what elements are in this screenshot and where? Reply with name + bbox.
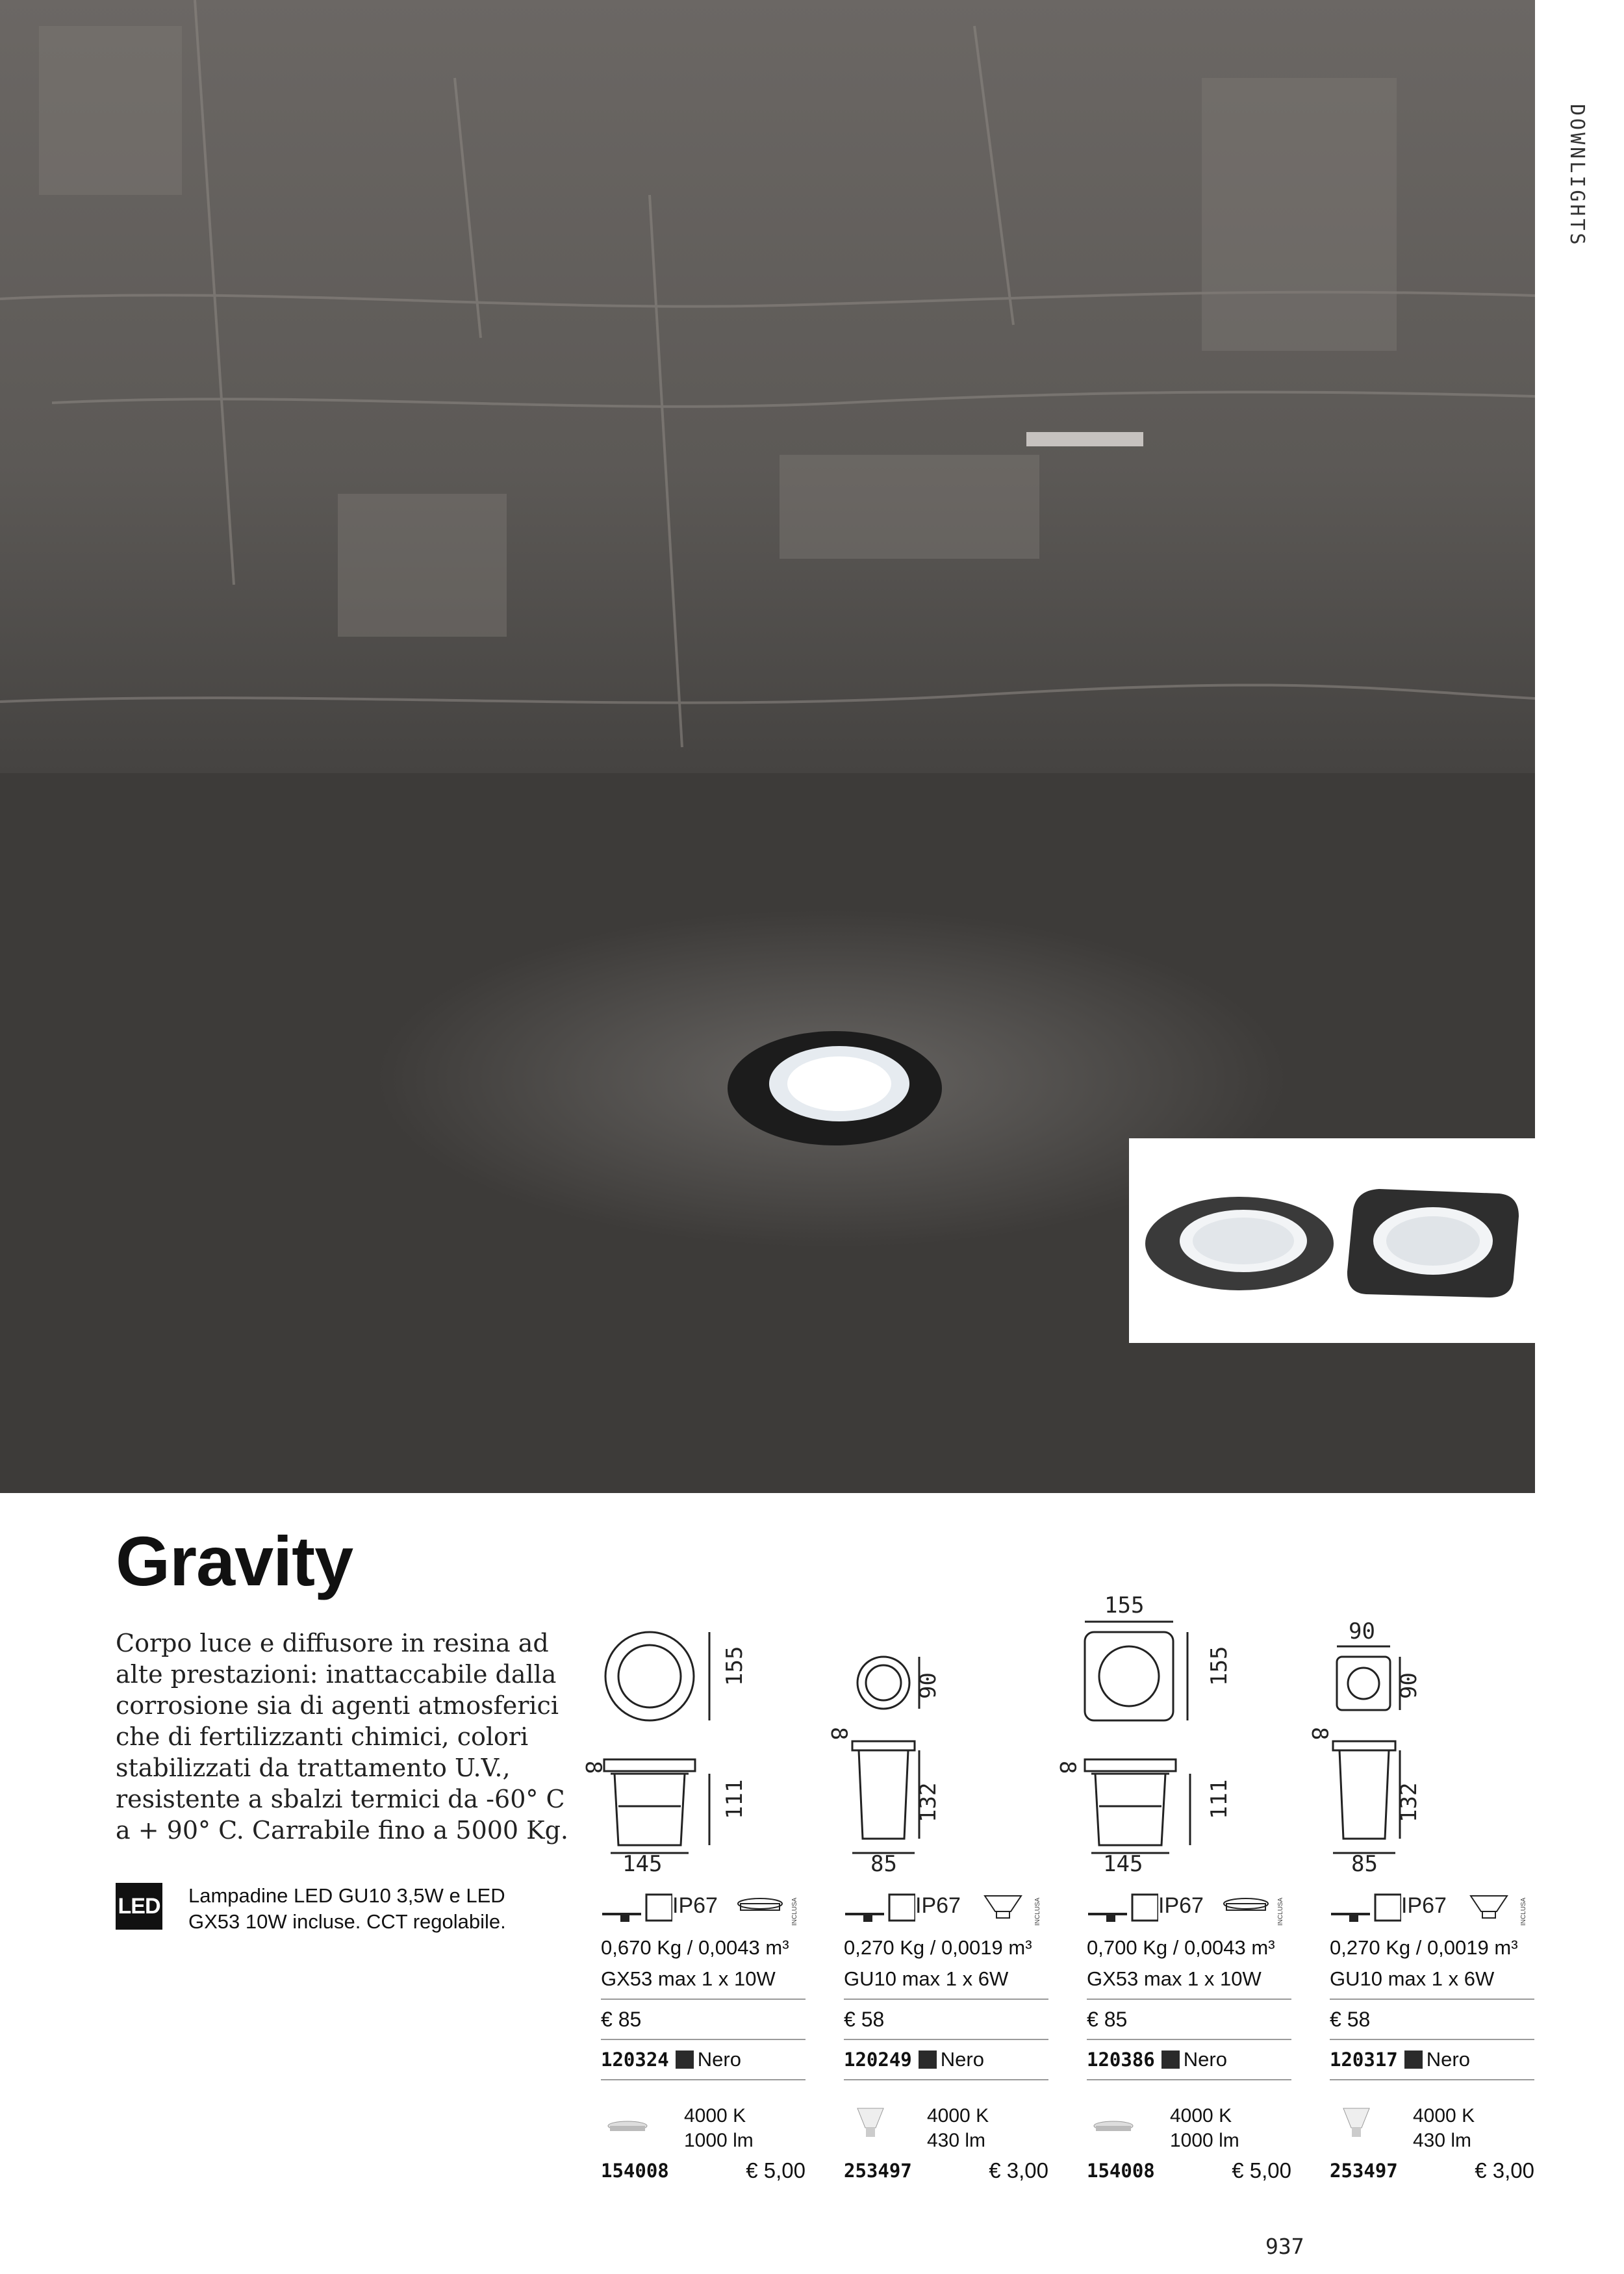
recessed-icon <box>844 1889 915 1932</box>
socket-power: GU10 max 1 x 6W <box>1330 1967 1495 1990</box>
accessory-price: € 5,00 <box>746 2158 806 2182</box>
product-column-1 <box>601 1889 806 2188</box>
dim-width-2: 85 <box>870 1851 897 1877</box>
drawing-square-small <box>1333 1646 1400 1853</box>
accessory-code: 253497 <box>1330 2160 1398 2182</box>
luminous-flux: 430 lm <box>927 2130 986 2151</box>
divider <box>1087 2079 1291 2080</box>
divider <box>844 2079 1048 2080</box>
price: € 58 <box>1330 2008 1371 2031</box>
dim-height-3: 111 <box>1206 1779 1232 1819</box>
led-info-text: Lampadine LED GU10 3,5W e LED GX53 10W incluse. CCT regolabile. <box>188 1884 506 1933</box>
product-column-4 <box>1330 1889 1534 2188</box>
luminous-flux: 1000 lm <box>1170 2130 1239 2151</box>
drawing-square-large <box>1085 1622 1190 1853</box>
section-label: DOWNLIGHTS <box>1566 104 1588 248</box>
accessory-code: 253497 <box>844 2160 912 2182</box>
gx53-bulb-icon <box>1091 2117 1136 2143</box>
dim-side-1: 155 <box>722 1646 748 1686</box>
dim-depth-1: 8 <box>580 1761 606 1774</box>
color-swatch <box>919 2050 937 2069</box>
incl-label: INCLUSA <box>791 1897 798 1926</box>
dim-width-4: 85 <box>1351 1851 1378 1877</box>
accessory-price: € 3,00 <box>989 2158 1048 2182</box>
product-code: 120249 <box>844 2049 912 2071</box>
product-code: 120386 <box>1087 2049 1155 2071</box>
incl-label: INCLUSA <box>1277 1897 1284 1926</box>
socket-power: GX53 max 1 x 10W <box>1087 1967 1262 1990</box>
accessory-price: € 3,00 <box>1475 2158 1534 2182</box>
dim-depth-4: 8 <box>1306 1727 1332 1741</box>
divider <box>601 2039 806 2040</box>
weight-volume: 0,270 Kg / 0,0019 m³ <box>1330 1936 1518 1959</box>
color-swatch <box>1161 2050 1180 2069</box>
gu10-bulb-icon <box>977 1892 1048 1931</box>
product-code: 120317 <box>1330 2049 1398 2071</box>
spec-icons <box>601 1889 806 1932</box>
color-swatch <box>1404 2050 1423 2069</box>
divider <box>1330 2079 1534 2080</box>
gu10-bulb-icon <box>854 2105 887 2144</box>
luminous-flux: 1000 lm <box>684 2130 754 2151</box>
recessed-icon <box>1087 1889 1158 1932</box>
weight-volume: 0,670 Kg / 0,0043 m³ <box>601 1936 789 1959</box>
divider <box>844 2039 1048 2040</box>
spec-icons <box>1330 1889 1534 1932</box>
page-number: 937 <box>1265 2234 1304 2259</box>
weight-volume: 0,270 Kg / 0,0019 m³ <box>844 1936 1032 1959</box>
color-name: Nero <box>1183 2048 1227 2071</box>
divider <box>601 2079 806 2080</box>
socket-power: GU10 max 1 x 6W <box>844 1967 1009 1990</box>
ip-rating: IP67 <box>915 1893 961 1918</box>
divider <box>844 1999 1048 2000</box>
dim-depth-2: 8 <box>826 1727 852 1741</box>
ip-rating: IP67 <box>1401 1893 1447 1918</box>
incl-label: INCLUSA <box>1520 1897 1527 1926</box>
drawing-round-large <box>604 1632 709 1853</box>
socket-power: GX53 max 1 x 10W <box>601 1967 776 1990</box>
dim-width-3: 145 <box>1103 1851 1143 1877</box>
divider <box>1330 2039 1534 2040</box>
price: € 85 <box>1087 2008 1128 2031</box>
color-name: Nero <box>1426 2048 1470 2071</box>
gu10-bulb-icon <box>1463 1892 1534 1931</box>
luminous-flux: 430 lm <box>1413 2130 1472 2151</box>
dim-height-1: 111 <box>722 1779 748 1819</box>
weight-volume: 0,700 Kg / 0,0043 m³ <box>1087 1936 1275 1959</box>
product-column-2 <box>844 1889 1048 2188</box>
recessed-icon <box>1330 1889 1401 1932</box>
dim-top-3: 155 <box>1104 1592 1145 1618</box>
divider <box>601 1999 806 2000</box>
price: € 85 <box>601 2008 642 2031</box>
spec-icons <box>1087 1889 1291 1932</box>
color-temperature: 4000 K <box>1170 2105 1232 2127</box>
color-name: Nero <box>697 2048 741 2071</box>
spec-icons <box>844 1889 1048 1932</box>
accessory-code: 154008 <box>1087 2160 1155 2182</box>
dim-height-2: 132 <box>915 1782 941 1822</box>
divider <box>1087 1999 1291 2000</box>
product-column-3 <box>1087 1889 1291 2188</box>
dim-side-3: 155 <box>1206 1646 1232 1686</box>
dim-depth-3: 8 <box>1054 1761 1080 1774</box>
color-temperature: 4000 K <box>927 2105 989 2127</box>
incl-label: INCLUSA <box>1034 1897 1041 1926</box>
price: € 58 <box>844 2008 885 2031</box>
divider <box>1087 2039 1291 2040</box>
accessory-code: 154008 <box>601 2160 669 2182</box>
product-description: Corpo luce e diffusore in resina ad alte prestazioni: inattaccabile dalla corrosione sia di agenti atmosferici che di fertilizzanti chimici, colori stabilizzati da trattamento U.V., resistente a sbalzi termici da -60° C a + 90° C. Carrabile fino a 5000 Kg. <box>116 1629 568 1845</box>
technical-drawings <box>572 1585 1546 1881</box>
dim-width-1: 145 <box>622 1851 663 1877</box>
color-swatch <box>676 2050 694 2069</box>
color-name: Nero <box>940 2048 984 2071</box>
dim-side-2: 90 <box>915 1672 941 1699</box>
product-title: Gravity <box>116 1522 353 1600</box>
dim-top-4: 90 <box>1349 1618 1375 1644</box>
ip-rating: IP67 <box>1158 1893 1204 1918</box>
color-temperature: 4000 K <box>1413 2105 1475 2127</box>
gx53-bulb-icon <box>605 2117 650 2143</box>
drawing-round-small <box>852 1657 919 1853</box>
ip-rating: IP67 <box>672 1893 718 1918</box>
gx53-bulb-icon <box>1220 1892 1291 1931</box>
product-inset-photo <box>1129 1138 1535 1343</box>
led-badge: LED <box>116 1883 162 1930</box>
gx53-bulb-icon <box>734 1892 806 1931</box>
product-code: 120324 <box>601 2049 669 2071</box>
divider <box>1330 1999 1534 2000</box>
gu10-bulb-icon <box>1340 2105 1373 2144</box>
color-temperature: 4000 K <box>684 2105 746 2127</box>
accessory-price: € 5,00 <box>1232 2158 1291 2182</box>
recessed-icon <box>601 1889 672 1932</box>
dim-height-4: 132 <box>1396 1782 1422 1822</box>
dim-side-4: 90 <box>1396 1672 1422 1699</box>
